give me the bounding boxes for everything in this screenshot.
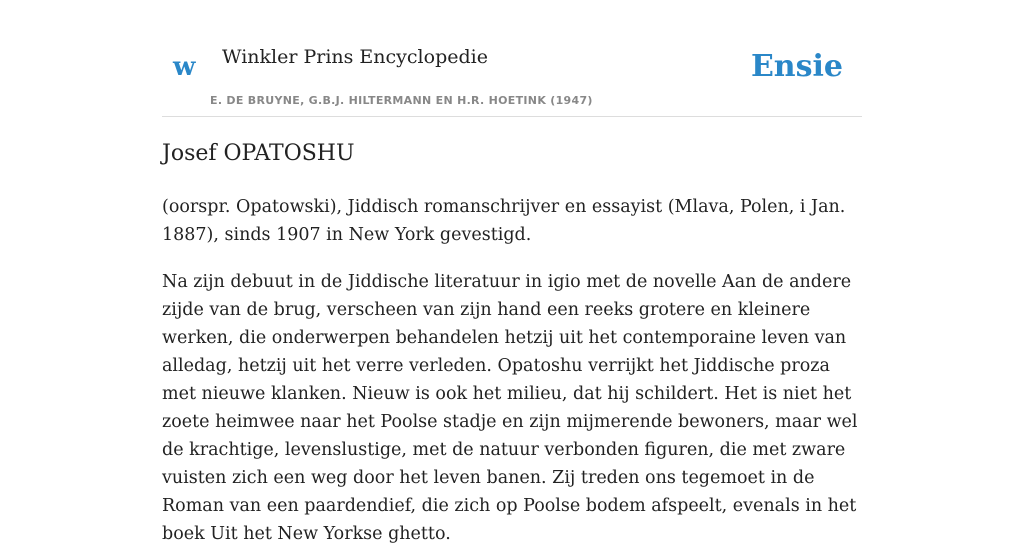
site-title[interactable]: Winkler Prins Encyclopedie xyxy=(222,46,488,68)
site-authors: E. DE BRUYNE, G.B.J. HILTERMANN EN H.R. HOETINK (1947) xyxy=(210,94,593,107)
ensie-logo[interactable]: Ensie xyxy=(750,49,843,84)
winkler-prins-logo[interactable]: w xyxy=(173,52,196,82)
article-paragraph-intro: (oorspr. Opatowski), Jiddisch romanschrijver en essayist (Mlava, Polen, i Jan. 1887), sinds 1907 in New York gevestigd. xyxy=(162,197,846,245)
page xyxy=(162,0,862,544)
site-header xyxy=(162,0,862,117)
article-title: Josef OPATOSHU xyxy=(162,141,355,166)
article-paragraph-body: Na zijn debuut in de Jiddische literatuur in igio met de novelle Aan de andere zijde van de brug, verscheen van zijn hand een reeks grotere en kleinere werken, die onderwerpen behandelen hetzij uit het contemporaine leven van alledag, hetzij uit het verre verleden. Opatoshu verrijkt het Jiddische proza met nieuwe klanken. Nieuw is ook het milieu, dat hij schildert. Het is niet het zoete heimwee naar het Poolse stadje en zijn mijmerende bewoners, maar wel de krachtige, levenslustige, met de natuur verbonden figuren, die met zware vuisten zich een weg door het leven banen. Zij treden ons tegemoet in de Roman van een paardendief, die zich op Poolse bodem afspeelt, evenals in het boek Uit het New Yorkse ghetto. xyxy=(162,272,858,544)
